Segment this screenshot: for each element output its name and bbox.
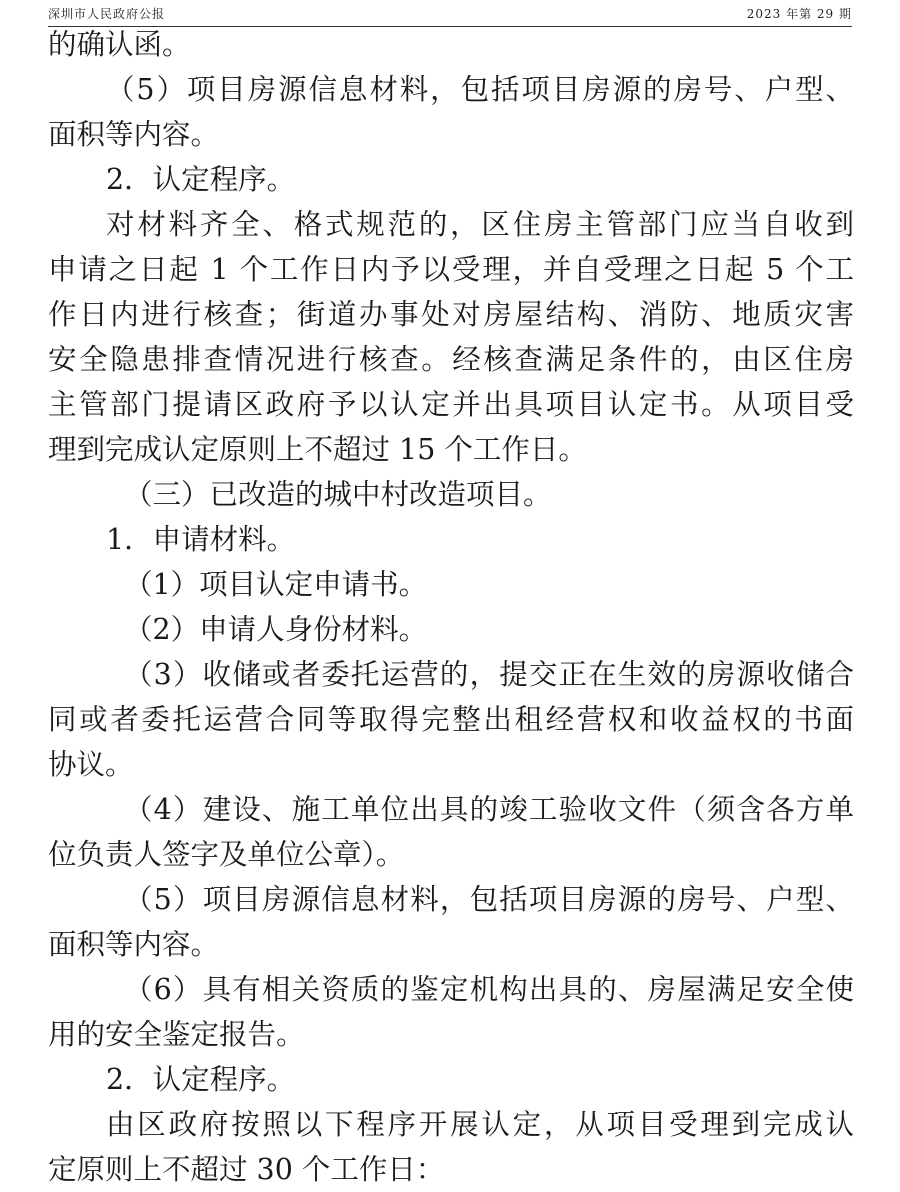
text-line: 位负责人签字及单位公章）。 xyxy=(48,838,405,871)
text-line: 作日内进行核查；街道办事处对房屋结构、消防、地质灾害 xyxy=(48,298,854,331)
text-line: 面积等内容。 xyxy=(48,928,220,961)
text-line: 协议。 xyxy=(48,748,134,781)
publication-title: 深圳市人民政府公报 xyxy=(48,6,166,21)
text-line: 2．认定程序。 xyxy=(106,163,296,196)
text-line: 的确认函。 xyxy=(48,28,191,61)
text-line: （3）收储或者委托运营的，提交正在生效的房源收储合 xyxy=(124,658,854,691)
text-line: 定原则上不超过 30 个工作日： xyxy=(48,1153,445,1186)
text-line: （5）项目房源信息材料，包括项目房源的房号、户型、 xyxy=(124,883,854,916)
document-body xyxy=(48,22,854,1192)
text-line: 申请之日起 1 个工作日内予以受理，并自受理之日起 5 个工 xyxy=(48,253,854,286)
text-line: 1．申请材料。 xyxy=(106,523,296,556)
text-line: 面积等内容。 xyxy=(48,118,220,151)
text-line: （6）具有相关资质的鉴定机构出具的、房屋满足安全使 xyxy=(124,973,854,1006)
text-line: 主管部门提请区政府予以认定并出具项目认定书。从项目受 xyxy=(48,388,854,421)
text-line: （三）已改造的城中村改造项目。 xyxy=(124,478,552,511)
text-line: 由区政府按照以下程序开展认定，从项目受理到完成认 xyxy=(106,1108,854,1141)
text-line: 2．认定程序。 xyxy=(106,1063,296,1096)
text-line: （2）申请人身份材料。 xyxy=(124,613,428,646)
text-line: （5）项目房源信息材料，包括项目房源的房号、户型、 xyxy=(106,73,854,106)
text-line: 对材料齐全、格式规范的，区住房主管部门应当自收到 xyxy=(106,208,854,241)
text-line: 同或者委托运营合同等取得完整出租经营权和收益权的书面 xyxy=(48,703,854,736)
text-line: （4）建设、施工单位出具的竣工验收文件（须含各方单 xyxy=(124,793,854,826)
text-line: （1）项目认定申请书。 xyxy=(124,568,428,601)
text-line: 安全隐患排查情况进行核查。经核查满足条件的，由区住房 xyxy=(48,343,854,376)
issue-number: 2023 年第 29 期 xyxy=(746,6,852,21)
text-line: 用的安全鉴定报告。 xyxy=(48,1018,305,1051)
text-line: 理到完成认定原则上不超过 15 个工作日。 xyxy=(48,433,587,466)
